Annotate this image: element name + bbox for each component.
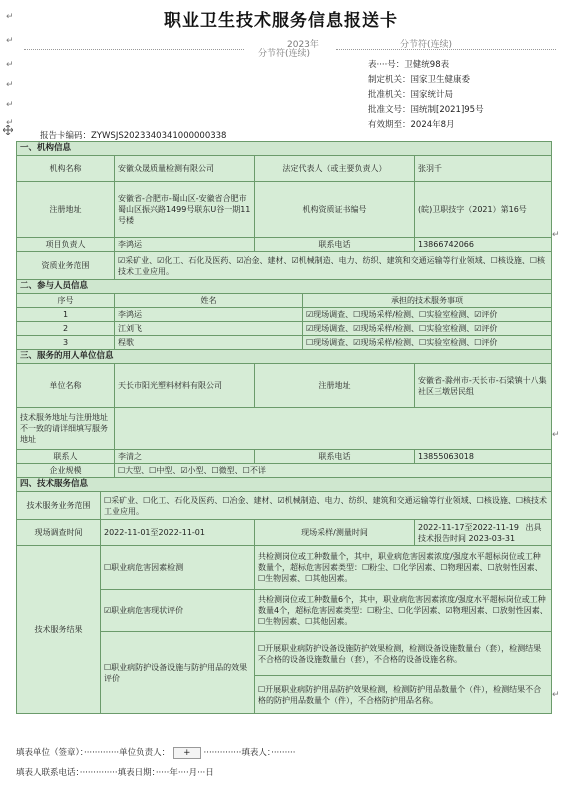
org-phone-label: 联系电话 [255,238,415,252]
result-text[interactable]: ☐开展职业病防护设备设施防护效果检测，检测设备设施数量台（套），检测结果不合格的设备设施数量台（套），不合格的设备设施名称。 [255,632,552,676]
company-size-value[interactable]: ☐大型、☐中型、☑小型、☐微型、☐不详 [115,464,552,478]
employer-contact-label: 联系人 [17,450,115,464]
service-address-label: 技术服务地址与注册地址不一致的请详细填写服务地址 [17,408,115,450]
approval-number: 批准文号：国统制[2021]95号 [368,105,484,115]
table-row [17,336,552,350]
result-text[interactable]: 共检测岗位或工种数量6个，其中，职业病危害因素浓度/强度水平超标岗位或工种数量4个，超标危害因素类型：☐粉尘、☐化学因素、☑物理因素、☐放射性因素、☐生物因素、☐其他因素。 [255,590,552,632]
employer-name-value[interactable]: 天长市阳光塑料材料有限公司 [115,364,255,408]
survey-time-value[interactable]: 2022-11-01至2022-11-01 [101,520,255,546]
paragraph-mark: ↵ [6,118,14,128]
issuing-authority: 制定机关：国家卫生健康委 [368,75,471,85]
staff-task[interactable]: ☑现场调查、☑现场采样/检测、☐实验室检测、☑评价 [303,322,552,336]
footer-line-2: 填表人联系电话：··············填表日期：·····年····月···日 [16,768,214,778]
section-break-tag: 分节符(连续) [258,49,311,59]
paragraph-mark: ↵ [6,36,14,46]
sampling-report-cell [415,520,552,546]
staff-number: 1 [17,308,115,322]
year-label: 2023年 [287,40,319,50]
company-size-label: 企业规模 [17,464,115,478]
section-staff-header: 二、参与人员信息 [17,280,552,294]
project-leader-label: 项目负责人 [17,238,115,252]
metadata-block [368,58,558,133]
org-address-value[interactable]: 安徽省-合肥市-蜀山区-安徽省合肥市蜀山区振兴路1499号联东U谷一期11号楼 [115,182,255,238]
cert-number-value[interactable]: (皖)卫职技字（2021）第16号 [415,182,552,238]
result-type-label[interactable]: ☐职业病危害因素检测 [101,546,255,590]
table-row [17,308,552,322]
staff-name[interactable]: 江刘飞 [115,322,303,336]
org-name-value[interactable]: 安徽众晟质量检测有限公司 [115,156,255,182]
staff-col-number: 序号 [17,294,115,308]
paragraph-mark: ↵ [552,690,560,700]
survey-time-label: 现场调查时间 [17,520,101,546]
legal-rep-label: 法定代表人（或主要负责人） [255,156,415,182]
filler-name-label: ··············填表人：········· [203,748,296,758]
result-text[interactable]: 共检测岗位或工种数量个，其中，职业病危害因素浓度/强度水平超标岗位或工种数量个，超标危害因素类型：☐粉尘、☐化学因素、☐物理因素、☐放射性因素、☐生物因素、☐其他因素。 [255,546,552,590]
result-type-label[interactable]: ☐职业病防护设备设施与防护用品的效果评价 [101,632,255,714]
employer-contact-value[interactable]: 李清之 [115,450,255,464]
staff-name[interactable]: 李鸿运 [115,308,303,322]
employer-name-label: 单位名称 [17,364,115,408]
result-type-label[interactable]: ☑职业病危害现状评价 [101,590,255,632]
section-org-header: 一、机构信息 [17,142,552,156]
filler-unit-label: 填表单位（签章）：·············单位负责人： [16,748,171,758]
employer-address-label: 注册地址 [255,364,415,408]
legal-rep-value[interactable]: 张羽千 [415,156,552,182]
dotted-rule [24,49,244,50]
service-result-label: 技术服务结果 [17,546,101,714]
sampling-time-value[interactable]: 2022-11-17至2022-11-19 [418,522,519,532]
paragraph-mark: ↵ [552,230,560,240]
paragraph-mark: ↵ [6,60,14,70]
org-address-label: 注册地址 [17,182,115,238]
dotted-rule [336,49,556,50]
report-time-label: 出具技术报告时间 [418,522,542,543]
table-row [17,322,552,336]
footer-line-1 [16,746,295,759]
validity-date: 有效期至：2024年8月 [368,120,455,130]
paragraph-mark: ↵ [6,12,14,22]
form-title: 职业卫生技术服务信息报送卡 [164,11,398,31]
staff-task[interactable]: ☐现场调查、☑现场采样/检测、☐实验室检测、☐评价 [303,336,552,350]
section-service-header: 四、技术服务信息 [17,478,552,492]
paragraph-mark: ↵ [552,430,560,440]
employer-address-value[interactable]: 安徽省-滁州市-天长市-石梁镇十八集社区三墩居民组 [415,364,552,408]
service-area-value[interactable]: ☐采矿业、☐化工、石化及医药、☐冶金、建材、☑机械制造、电力、纺织、建筑和交通运输等行业领域、☐核设施、☐核技术工业应用。 [101,492,552,520]
report-form-table [16,141,552,714]
report-time-value[interactable]: 2023-03-31 [468,533,516,543]
employer-phone-label: 联系电话 [255,450,415,464]
staff-number: 2 [17,322,115,336]
staff-col-name: 姓名 [115,294,303,308]
section-employer-header: 三、服务的用人单位信息 [17,350,552,364]
staff-name[interactable]: 程歌 [115,336,303,350]
paragraph-mark: ↵ [6,80,14,90]
paragraph-mark: ↵ [6,100,14,110]
staff-task[interactable]: ☑现场调查、☐现场采样/检测、☐实验室检测、☑评价 [303,308,552,322]
table-number: 表····号：卫健统98表 [368,60,450,70]
staff-number: 3 [17,336,115,350]
approving-authority: 批准机关：国家统计局 [368,90,454,100]
result-text[interactable]: ☐开展职业病防护用品防护效果检测，检测防护用品数量个（件），检测结果不合格的防护用品数量个（件），不合格防护用品名称。 [255,676,552,714]
staff-col-task: 承担的技术服务事项 [303,294,552,308]
org-name-label: 机构名称 [17,156,115,182]
table-move-handle-icon[interactable] [3,125,13,135]
service-area-label: 技术服务业务范围 [17,492,101,520]
card-number: 报告卡编码：ZYWSJS2023340341000000338 [40,131,227,141]
project-leader-value[interactable]: 李鸿运 [115,238,255,252]
qualification-scope-value[interactable]: ☑采矿业、☑化工、石化及医药、☑冶金、建材、☑机械制造、电力、纺织、建筑和交通运输等行业领域、☐核设施、☐核技术工业应用。 [115,252,552,280]
add-row-icon[interactable]: + [173,747,201,759]
qualification-scope-label: 资质业务范围 [17,252,115,280]
cert-number-label: 机构资质证书编号 [255,182,415,238]
org-phone-value[interactable]: 13866742066 [415,238,552,252]
employer-phone-value[interactable]: 13855063018 [415,450,552,464]
section-break-tag: 分节符(连续) [400,40,453,50]
sampling-time-label: 现场采样/测量时间 [255,520,415,546]
service-address-value[interactable] [115,408,552,450]
